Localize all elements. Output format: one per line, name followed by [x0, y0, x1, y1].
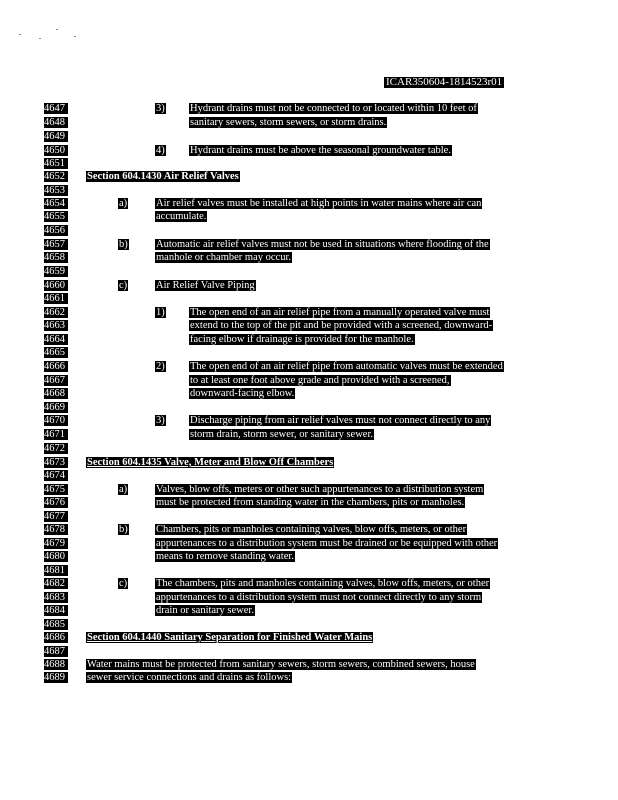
line-number: 4664 — [44, 334, 68, 345]
item-marker: 2) — [156, 361, 165, 372]
s1435-b-line-3: means to remove standing water. — [156, 551, 294, 562]
s1435-a-line-1: Valves, blow offs, meters or other such appurtenances to a distribution system — [156, 484, 484, 495]
line-number: 4667 — [44, 375, 68, 386]
s1435-c-line-1: The chambers, pits and manholes containing valves, blow offs, meters, or other — [156, 578, 490, 589]
line-number: 4686 — [44, 632, 68, 643]
line-number: 4670 — [44, 415, 68, 426]
line-number: 4656 — [44, 225, 68, 236]
item-marker: 3) — [156, 103, 165, 114]
line-number: 4661 — [44, 293, 68, 304]
line-number: 4680 — [44, 551, 68, 562]
section-1430-heading: Section 604.1430 Air Relief Valves — [87, 171, 239, 182]
line-number: 4652 — [44, 171, 68, 182]
line-number: 4684 — [44, 605, 68, 616]
line-number: 4671 — [44, 429, 68, 440]
item-marker: c) — [119, 280, 128, 291]
line-number: 4657 — [44, 239, 68, 250]
hydrant-item-4-line-1: Hydrant drains must be above the seasonal groundwater table. — [190, 145, 451, 156]
s1440-line-2: sewer service connections and drains as follows: — [87, 672, 292, 683]
scan-speck — [74, 36, 76, 37]
line-number: 4674 — [44, 470, 68, 481]
s1430-c1-line-1: The open end of an air relief pipe from a manually operated valve must — [190, 307, 490, 318]
scan-speck — [39, 38, 41, 39]
s1435-a-line-2: must be protected from standing water in the chambers, pits or manholes. — [156, 497, 465, 508]
item-marker: c) — [119, 578, 128, 589]
scan-speck — [19, 34, 21, 35]
s1430-c2-line-3: downward-facing elbow. — [190, 388, 295, 399]
s1430-c3-line-1: Discharge piping from air relief valves must not connect directly to any — [190, 415, 491, 426]
s1435-c-line-3: drain or sanitary sewer. — [156, 605, 254, 616]
line-number: 4662 — [44, 307, 68, 318]
line-number: 4666 — [44, 361, 68, 372]
line-number: 4651 — [44, 158, 68, 169]
line-number: 4679 — [44, 538, 68, 549]
s1430-c2-line-2: to at least one foot above grade and provided with a screened, — [190, 375, 450, 386]
line-number: 4688 — [44, 659, 68, 670]
line-number: 4678 — [44, 524, 68, 535]
line-number: 4676 — [44, 497, 68, 508]
s1430-b-line-1: Automatic air relief valves must not be used in situations where flooding of the — [156, 239, 489, 250]
item-marker: 3) — [156, 415, 165, 426]
item-marker: 4) — [156, 145, 165, 156]
line-number: 4685 — [44, 619, 68, 630]
line-number: 4672 — [44, 443, 68, 454]
line-number: 4663 — [44, 320, 68, 331]
line-number: 4648 — [44, 117, 68, 128]
s1440-line-1: Water mains must be protected from sanitary sewers, storm sewers, combined sewers, house — [87, 659, 475, 670]
item-marker: b) — [119, 524, 128, 535]
s1430-b-line-2: manhole or chamber may occur. — [156, 252, 291, 263]
line-number: 4658 — [44, 252, 68, 263]
line-number: 4653 — [44, 185, 68, 196]
item-marker: a) — [119, 198, 128, 209]
s1430-c3-line-2: storm drain, storm sewer, or sanitary sewer. — [190, 429, 373, 440]
line-number: 4650 — [44, 145, 68, 156]
item-marker: b) — [119, 239, 128, 250]
line-number: 4649 — [44, 131, 68, 142]
s1435-b-line-1: Chambers, pits or manholes containing valves, blow offs, meters, or other — [156, 524, 467, 535]
document-id: ICAR350604-1814523r01 — [386, 76, 503, 88]
s1435-c-line-2: appurtenances to a distribution system must not connect directly to any storm — [156, 592, 482, 603]
s1430-c1-line-2: extend to the top of the pit and be provided with a screened, downward- — [190, 320, 493, 331]
line-number: 4681 — [44, 565, 68, 576]
s1435-b-line-2: appurtenances to a distribution system must be drained or be equipped with other — [156, 538, 498, 549]
line-number: 4675 — [44, 484, 68, 495]
s1430-a-line-2: accumulate. — [156, 211, 207, 222]
hydrant-item-3-line-1: Hydrant drains must not be connected to or located within 10 feet of — [190, 103, 477, 114]
line-number: 4682 — [44, 578, 68, 589]
item-marker: a) — [119, 484, 128, 495]
line-number: 4683 — [44, 592, 68, 603]
s1430-a-line-1: Air relief valves must be installed at high points in water mains where air can — [156, 198, 482, 209]
s1430-c2-line-1: The open end of an air relief pipe from automatic valves must be extended — [190, 361, 503, 372]
line-number: 4655 — [44, 211, 68, 222]
line-number: 4689 — [44, 672, 68, 683]
line-number: 4647 — [44, 103, 68, 114]
line-number: 4677 — [44, 511, 68, 522]
hydrant-item-3-line-2: sanitary sewers, storm sewers, or storm drains. — [190, 117, 387, 128]
line-number: 4654 — [44, 198, 68, 209]
item-marker: 1) — [156, 307, 165, 318]
line-number: 4659 — [44, 266, 68, 277]
section-1435-heading: Section 604.1435 Valve, Meter and Blow Off Chambers — [87, 457, 334, 468]
scan-speck — [56, 29, 58, 30]
line-number: 4673 — [44, 457, 68, 468]
line-number: 4669 — [44, 402, 68, 413]
line-number: 4668 — [44, 388, 68, 399]
s1430-c1-line-3: facing elbow if drainage is provided for the manhole. — [190, 334, 414, 345]
line-number: 4687 — [44, 646, 68, 657]
s1430-c-title: Air Relief Valve Piping — [156, 280, 255, 291]
line-number: 4665 — [44, 347, 68, 358]
section-1440-heading: Section 604.1440 Sanitary Separation for Finished Water Mains — [87, 632, 373, 643]
line-number: 4660 — [44, 280, 68, 291]
